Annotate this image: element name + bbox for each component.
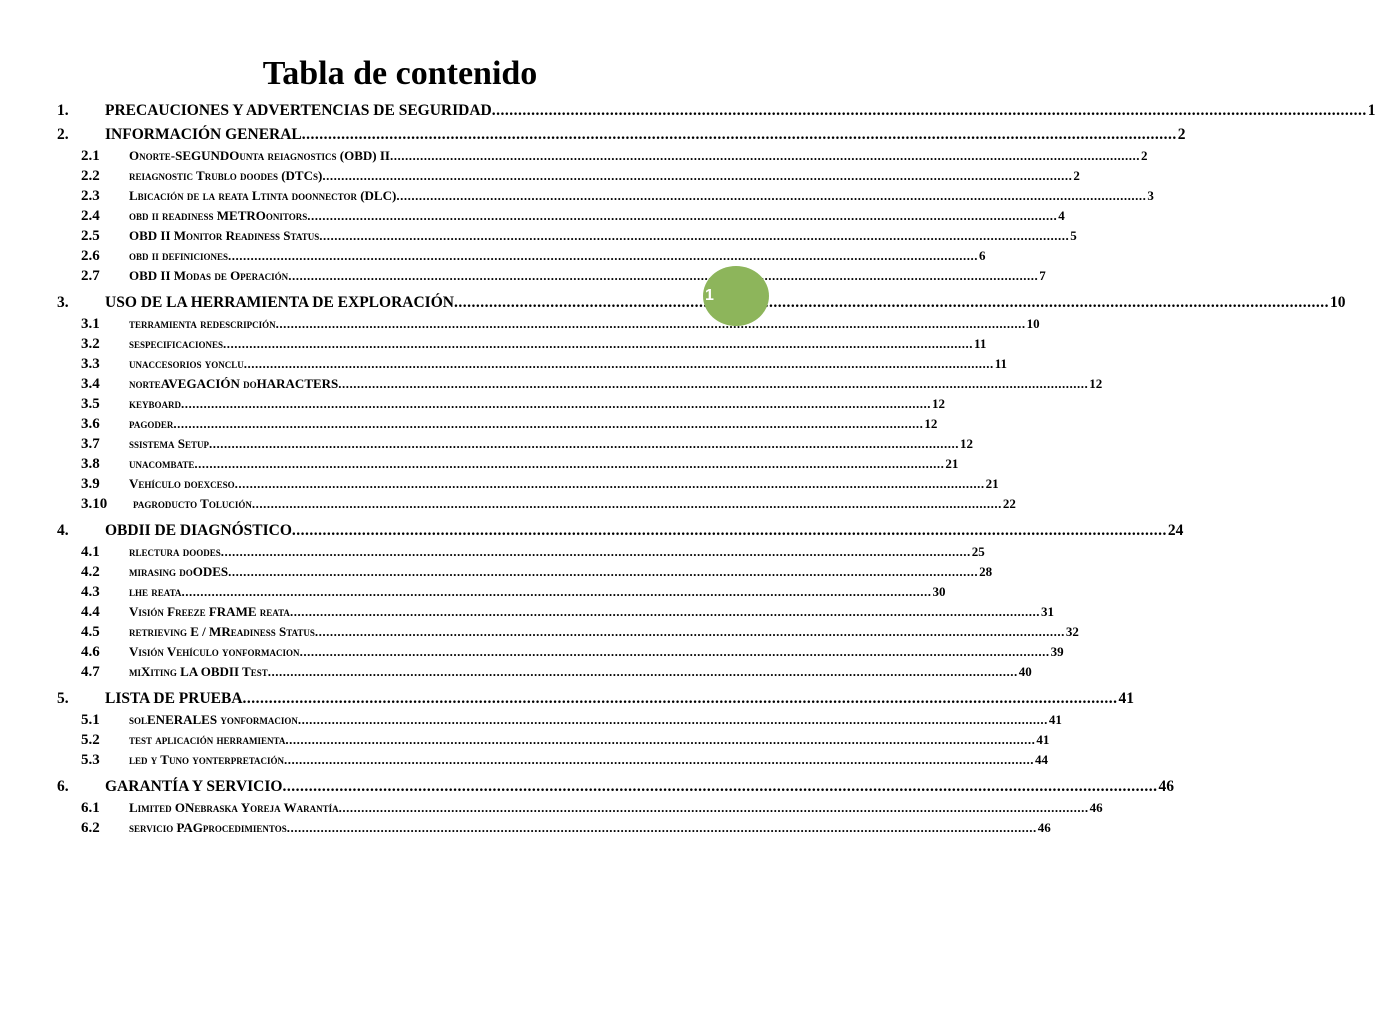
toc-title: obd ii definiciones (129, 248, 229, 263)
toc-number: 3.9 (81, 476, 100, 492)
dot-leader (194, 454, 944, 474)
toc-number: 2.5 (81, 228, 100, 244)
toc-number: 4.7 (81, 664, 100, 680)
toc-page: 28 (979, 564, 993, 579)
toc-title: miXiting LA OBDII Test (129, 664, 268, 679)
dot-leader (282, 775, 1157, 798)
toc-number: 4.6 (81, 644, 100, 660)
toc-page: 24 (1167, 522, 1184, 539)
dot-leader (173, 414, 923, 434)
dot-leader (319, 226, 1069, 246)
dot-leader (300, 642, 1050, 662)
toc-number: 3.4 (81, 376, 100, 392)
toc-page: 12 (932, 396, 946, 411)
dot-leader (339, 798, 1089, 818)
toc-page: 46 (1158, 778, 1174, 795)
toc-title: ssistema Setup (129, 436, 210, 451)
toc-number: 3.6 (81, 416, 100, 432)
dot-leader (285, 730, 1035, 750)
toc-page: 41 (1036, 732, 1050, 747)
toc-title: terramienta redescripción (129, 316, 276, 331)
toc-title: USO DE LA HERRAMIENTA DE EXPLORACIÓN (105, 294, 454, 311)
toc-entry[interactable] (57, 519, 1184, 542)
toc-entry[interactable] (57, 146, 1148, 166)
toc-title: INFORMACIÓN GENERAL (105, 126, 302, 143)
toc-number: 2.7 (81, 268, 100, 284)
toc-entry[interactable] (57, 494, 1016, 514)
dot-leader (338, 374, 1088, 394)
toc-title: mirasing doODES (129, 564, 229, 579)
toc-entry[interactable] (57, 99, 1375, 122)
toc-title: Onorte-SEGUNDOunta reiagnostics (OBD) II (129, 148, 390, 163)
dot-leader (298, 710, 1048, 730)
dot-leader (396, 186, 1146, 206)
toc-entry[interactable] (57, 354, 1008, 374)
dot-leader (181, 582, 931, 602)
toc-entry[interactable] (57, 542, 985, 562)
toc-entry[interactable] (57, 246, 986, 266)
dot-leader (228, 562, 978, 582)
dot-leader (315, 622, 1065, 642)
toc-number: 3.10 (81, 496, 108, 512)
toc-title: PRECAUCIONES Y ADVERTENCIAS DE SEGURIDAD (105, 102, 492, 119)
toc-page: 7 (1039, 268, 1046, 283)
toc-entry[interactable] (57, 434, 974, 454)
toc-number: 2.2 (81, 168, 100, 184)
toc-entry[interactable] (57, 750, 1049, 770)
toc-page: 1 (1367, 102, 1375, 119)
toc-title: reiagnostic Trublo doodes (DTCs) (129, 168, 323, 183)
toc-entry[interactable] (57, 266, 1046, 286)
dot-leader (454, 291, 1329, 314)
toc-page: 6 (979, 248, 986, 263)
toc-page: 2 (1073, 168, 1080, 183)
toc-page: 41 (1118, 690, 1135, 707)
toc-entry[interactable] (57, 334, 987, 354)
toc-entry[interactable] (57, 206, 1065, 226)
toc-number: 4.1 (81, 544, 100, 560)
dot-leader (209, 434, 959, 454)
dot-leader (292, 519, 1167, 542)
toc-entry[interactable] (57, 818, 1051, 838)
toc-number: 3.8 (81, 456, 100, 472)
toc-number: 3.3 (81, 356, 100, 372)
toc-page: 3 (1147, 188, 1154, 203)
dot-leader (243, 687, 1118, 710)
toc-entry[interactable] (57, 374, 1103, 394)
toc-title: unacombate (129, 456, 195, 471)
toc-number: 3. (57, 294, 69, 311)
toc-entry[interactable] (57, 291, 1346, 314)
dot-leader (287, 818, 1037, 838)
toc-number: 2.6 (81, 248, 100, 264)
dot-leader (302, 123, 1177, 146)
toc-page: 46 (1037, 820, 1051, 835)
toc-page: 10 (1329, 294, 1346, 311)
toc-number: 4.4 (81, 604, 100, 620)
toc-entry[interactable] (57, 123, 1186, 146)
dot-leader (268, 662, 1018, 682)
toc-title: solENERALES yonformacion (129, 712, 298, 727)
toc-page: 12 (960, 436, 974, 451)
toc-entry[interactable] (57, 474, 999, 494)
toc-page: 4 (1058, 208, 1065, 223)
toc-number: 2.1 (81, 148, 100, 164)
toc-number: 2.3 (81, 188, 100, 204)
toc-page: 12 (924, 416, 938, 431)
toc-entry[interactable] (57, 582, 946, 602)
toc-entry[interactable] (57, 662, 1032, 682)
toc-page: 2 (1177, 126, 1186, 143)
toc-title: OBD II Modas de Operación (129, 268, 289, 283)
toc-title: keyboard (129, 396, 182, 411)
toc-number: 1. (57, 102, 69, 119)
toc-entry[interactable] (57, 314, 1040, 334)
toc-number: 4.5 (81, 624, 100, 640)
toc-entry[interactable] (57, 226, 1077, 246)
toc-entry[interactable] (57, 798, 1103, 818)
toc-title: retrieving E / MReadiness Status (129, 624, 315, 639)
toc-entry[interactable] (57, 454, 959, 474)
toc-number: 6.1 (81, 800, 100, 816)
toc-title: Limited ONebraska Yoreja Warantía (129, 800, 339, 815)
toc-title: Lbicación de la reata Ltinta doonnector (DLC) (129, 188, 397, 203)
toc-number: 3.1 (81, 316, 100, 332)
toc-title: servicio PAGprocedimientos (129, 820, 287, 835)
toc-number: 3.5 (81, 396, 100, 412)
toc-page: 11 (974, 336, 987, 351)
toc-number: 2.4 (81, 208, 100, 224)
page-title: Tabla de contenido (262, 55, 538, 92)
toc-number: 3.7 (81, 436, 100, 452)
toc-number: 4.2 (81, 564, 100, 580)
toc-page: 11 (994, 356, 1008, 371)
dot-leader (252, 494, 1002, 514)
toc-entry[interactable] (57, 775, 1174, 798)
toc-number: 6. (57, 778, 69, 795)
toc-title: obd ii readiness METROonitors (129, 208, 308, 223)
toc-title: lhe reata (129, 584, 182, 599)
toc-entry[interactable] (57, 730, 1050, 750)
dot-leader (322, 166, 1072, 186)
page-number-badge: 1 (703, 266, 769, 326)
toc-page: 30 (932, 584, 946, 599)
dot-leader (492, 99, 1367, 122)
dot-leader (284, 750, 1034, 770)
toc-title: pagroducto Tolución (133, 496, 252, 511)
toc-page: 44 (1035, 752, 1049, 767)
toc-title: sespecificaciones (129, 336, 224, 351)
toc-number: 3.2 (81, 336, 100, 352)
toc-entry[interactable] (57, 642, 1064, 662)
toc-title: norteAVEGACIÓN doHARACTERS (129, 376, 339, 391)
toc-title: rlectura doodes (129, 544, 221, 559)
dot-leader (288, 266, 1038, 286)
toc-page: 32 (1065, 624, 1079, 639)
toc-number: 2. (57, 126, 69, 143)
toc-title: GARANTÍA Y SERVICIO (105, 778, 283, 795)
toc-page: 21 (985, 476, 999, 491)
toc-entry[interactable] (57, 414, 938, 434)
dot-leader (276, 314, 1026, 334)
toc-entry[interactable] (57, 562, 993, 582)
toc-number: 4. (57, 522, 69, 539)
toc-title: Vehículo doexceso (129, 476, 235, 491)
toc-number: 4.3 (81, 584, 100, 600)
toc-page: 5 (1070, 228, 1077, 243)
toc-title: OBDII DE DIAGNÓSTICO (105, 522, 292, 539)
toc-title: test aplicación herramienta (129, 732, 286, 747)
dot-leader (235, 474, 985, 494)
toc-page: 21 (945, 456, 959, 471)
toc-entry[interactable] (57, 622, 1079, 642)
toc-title: pagoder (129, 416, 174, 431)
toc-entry[interactable] (57, 710, 1062, 730)
toc-entry[interactable] (57, 166, 1080, 186)
dot-leader (223, 334, 973, 354)
toc-entry[interactable] (57, 186, 1154, 206)
toc-page: 40 (1018, 664, 1032, 679)
toc-page: 31 (1040, 604, 1054, 619)
toc-number: 5.3 (81, 752, 100, 768)
toc-title: Visión Freeze FRAME reata (129, 604, 290, 619)
dot-leader (244, 354, 994, 374)
table-of-contents (57, 98, 1375, 838)
dot-leader (228, 246, 978, 266)
dot-leader (221, 542, 971, 562)
dot-leader (290, 602, 1040, 622)
toc-title: Visión Vehículo yonformacion (129, 644, 300, 659)
toc-entry[interactable] (57, 687, 1135, 710)
toc-title: LISTA DE PRUEBA (105, 690, 243, 707)
toc-title: led y Tuno yonterpretación (129, 752, 285, 767)
toc-title: OBD II Monitor Readiness Status (129, 228, 320, 243)
dot-leader (307, 206, 1057, 226)
dot-leader (390, 146, 1140, 166)
toc-page: 39 (1050, 644, 1064, 659)
toc-page: 10 (1026, 316, 1040, 331)
toc-number: 6.2 (81, 820, 100, 836)
toc-page: 2 (1140, 148, 1148, 163)
dot-leader (181, 394, 931, 414)
toc-title: unaccesorios yonclu (129, 356, 244, 371)
toc-page: 46 (1089, 800, 1103, 815)
toc-number: 5.2 (81, 732, 100, 748)
toc-entry[interactable] (57, 602, 1054, 622)
toc-page: 25 (971, 544, 985, 559)
toc-page: 22 (1002, 496, 1016, 511)
toc-page: 12 (1089, 376, 1103, 391)
toc-number: 5. (57, 690, 69, 707)
toc-number: 5.1 (81, 712, 100, 728)
toc-page: 41 (1048, 712, 1062, 727)
toc-entry[interactable] (57, 394, 946, 414)
